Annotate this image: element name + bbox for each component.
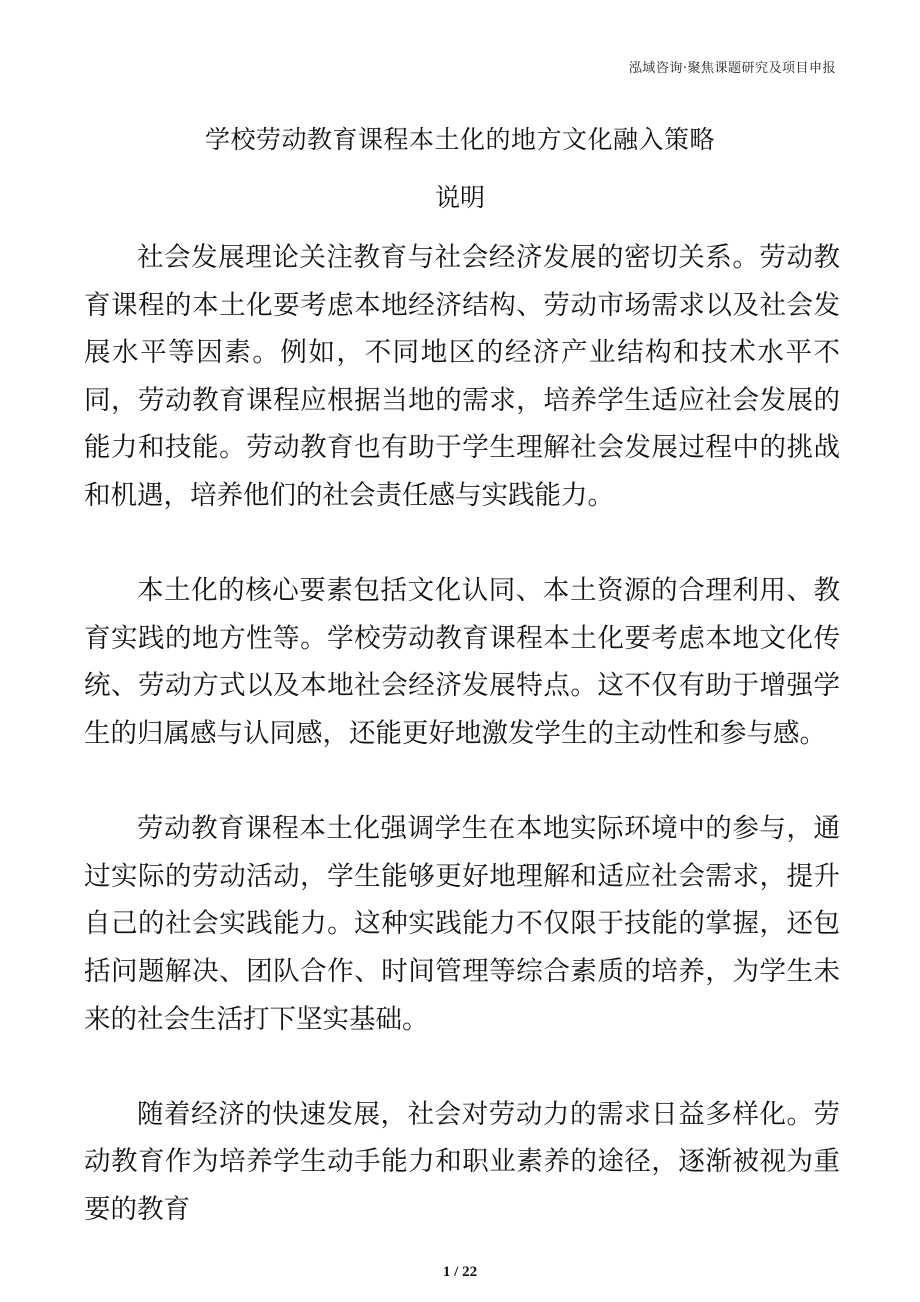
paragraph: 社会发展理论关注教育与社会经济发展的密切关系。劳动教育课程的本土化要考虑本地经济结构、劳动市场需求以及社会发展水平等因素。例如，不同地区的经济产业结构和技术水平不同，劳动教育课程应根据当地的需求，培养学生适应社会发展的能力和技能。劳动教育也有助于学生理解社会发展过程中的挑战和机遇，培养他们的社会责任感与实践能力。: [84, 242, 840, 511]
paragraph: 劳动教育课程本土化强调学生在本地实际环境中的参与，通过实际的劳动活动，学生能够更好地理解和适应社会需求，提升自己的社会实践能力。这种实践能力不仅限于技能的掌握，还包括问题解决、团队合作、时间管理等综合素质的培养，为学生未来的社会生活打下坚实基础。: [84, 813, 840, 1035]
document-title: 学校劳动教育课程本土化的地方文化融入策略: [204, 125, 715, 154]
paragraph: 本土化的核心要素包括文化认同、本土资源的合理利用、教育实践的地方性等。学校劳动教育课程本土化要考虑本地文化传统、劳动方式以及本地社会经济发展特点。这不仅有助于增强学生的归属感与认同感，还能更好地激发学生的主动性和参与感。: [84, 575, 840, 749]
page-header: 泓域咨询·聚焦课题研究及项目申报: [628, 61, 836, 76]
document-body: [84, 234, 840, 1233]
section-heading: 说明: [434, 183, 485, 212]
paragraph: 随着经济的快速发展，社会对劳动力的需求日益多样化。劳动教育作为培养学生动手能力和职业素养的途径，逐渐被视为重要的教育: [84, 1098, 840, 1225]
page-number: 1 / 22: [442, 1264, 478, 1280]
